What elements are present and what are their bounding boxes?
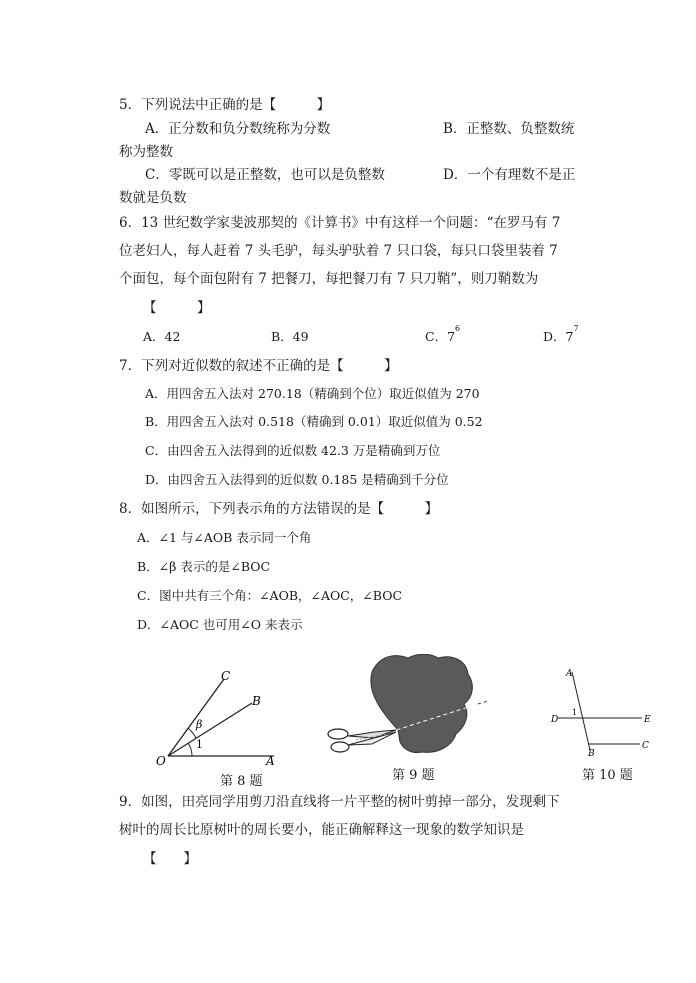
label-c: C <box>221 669 231 683</box>
label-1: 1 <box>196 738 203 751</box>
ray-ob <box>168 703 252 756</box>
q6-line-2: 位老妇人，每人赶着 7 头毛驴，每头驴驮着 7 只口袋，每只口袋里装着 7 <box>119 243 558 259</box>
q7-option-b: B．用四舍五入法对 0.518（精确到 0.01）取近似值为 0.52 <box>145 414 483 429</box>
q6-answer-bracket: 【 】 <box>143 300 211 316</box>
q7-option-a: A．用四舍五入法对 270.18（精确到个位）取近似值为 270 <box>145 386 480 401</box>
label-d: D <box>551 715 559 725</box>
leaf-shape <box>371 654 473 752</box>
scissors-handle-top <box>328 729 348 739</box>
q6-option-a: A．42 <box>143 329 181 344</box>
label-a: A <box>566 669 573 679</box>
scissors-handle-bottom <box>331 742 349 752</box>
q5-option-d: D．一个有理数不是正 <box>443 167 576 183</box>
q8-stem: 8．如图所示，下列表示角的方法错误的是【 】 <box>119 501 439 517</box>
q8-option-b: B．∠β 表示的是∠BOC <box>137 559 271 574</box>
q9-answer-bracket: 【 】 <box>143 851 197 867</box>
q7-option-d: D．由四舍五入法得到的近似数 0.185 是精确到千分位 <box>145 472 449 487</box>
q6-option-d-exponent: 7 <box>573 323 579 333</box>
figure-8-caption: 第 8 题 <box>220 774 263 789</box>
q6-option-b: B．49 <box>271 329 309 344</box>
cut-line-extension <box>478 701 488 704</box>
q5-option-c: C．零既可以是正整数，也可以是负整数 <box>145 167 385 183</box>
q5-option-a: A．正分数和负分数统称为分数 <box>145 121 331 137</box>
q7-stem: 7．下列对近似数的叙述不正确的是【 】 <box>119 358 398 374</box>
q5-option-b: B．正整数、负整数统 <box>443 121 575 137</box>
label-c: C <box>642 741 649 751</box>
figure-9-caption: 第 9 题 <box>392 768 435 783</box>
angle-beta-arc <box>188 728 196 738</box>
label-o: O <box>156 754 166 768</box>
q5-option-b-cont: 称为整数 <box>119 144 173 160</box>
q7-option-c: C．由四舍五入法得到的近似数 42.3 万是精确到万位 <box>145 443 441 458</box>
q9-line-1: 9．如图，田亮同学用剪刀沿直线将一片平整的树叶剪掉一部分，发现剩下 <box>119 794 560 810</box>
label-b: B <box>588 749 595 759</box>
figure-10-caption: 第 10 题 <box>582 768 633 783</box>
label-b: B <box>252 694 261 708</box>
q5-stem: 5．下列说法中正确的是【 】 <box>119 97 331 113</box>
figure-10-parallel-lines-diagram <box>548 664 664 764</box>
q6-option-c-exponent: 6 <box>455 323 461 333</box>
q8-option-d: D．∠AOC 也可用∠O 来表示 <box>137 617 303 632</box>
q6-option-c: C．$7^6$ <box>425 323 461 344</box>
label-a: A <box>266 754 275 768</box>
q8-option-c: C．图中共有三个角：∠AOB，∠AOC，∠BOC <box>137 588 403 603</box>
q6-line-1: 6．13 世纪数学家斐波那契的《计算书》中有这样一个问题：“在罗马有 7 <box>119 215 561 231</box>
label-e: E <box>644 715 651 725</box>
q5-option-d-cont: 数就是负数 <box>119 190 187 206</box>
q6-line-3: 个面包，每个面包附有 7 把餐刀，每把餐刀有 7 只刀鞘”，则刀鞘数为 <box>119 271 539 287</box>
q9-line-2: 树叶的周长比原树叶的周长要小，能正确解释这一现象的数学知识是 <box>119 822 524 838</box>
q8-option-a: A．∠1 与∠AOB 表示同一个角 <box>137 530 312 545</box>
figure-8-angle-diagram <box>148 662 288 772</box>
angle-1-arc <box>188 743 192 756</box>
figure-9-leaf-diagram <box>326 654 496 769</box>
q6-option-d: D．$7^7$ <box>543 323 579 344</box>
label-beta: β <box>196 718 203 731</box>
label-1: 1 <box>572 708 578 717</box>
